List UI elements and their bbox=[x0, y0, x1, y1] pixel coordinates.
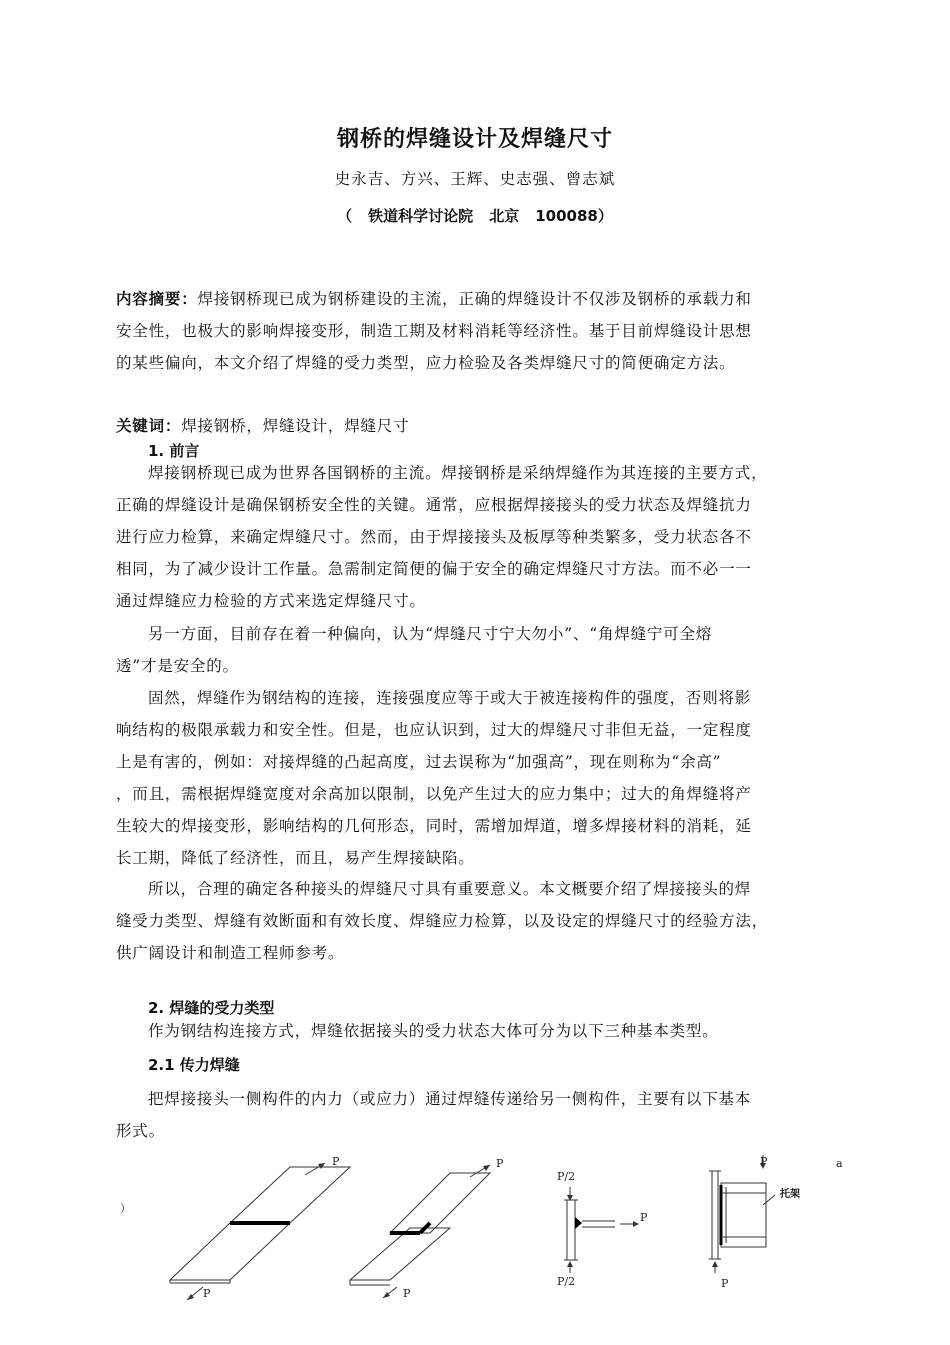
author-list: 史永吉、方兴、王辉、史志强、曾志斌 bbox=[334, 170, 616, 188]
tee-joint-load-right: P bbox=[640, 1211, 648, 1224]
weld-joint-figure bbox=[115, 1145, 855, 1345]
lap-joint-load-bottom: P bbox=[403, 1287, 411, 1300]
abstract-label: 内容摘要： bbox=[116, 290, 198, 308]
lap-joint-load-top: P bbox=[496, 1157, 504, 1170]
bracket-joint-diagram bbox=[709, 1155, 800, 1290]
butt-joint-diagram bbox=[170, 1155, 350, 1300]
bracket-label: 托架 bbox=[780, 1189, 800, 1200]
tee-joint-load-bottom: P/2 bbox=[557, 1275, 576, 1288]
butt-joint-load-bottom: P bbox=[203, 1287, 211, 1300]
tee-joint-diagram bbox=[557, 1170, 648, 1288]
abstract-line: 的某些偏向，本文介绍了焊缝的受力类型，应力检验及各类焊缝尺寸的简便确定方法。 bbox=[116, 354, 736, 372]
lap-joint-diagram bbox=[350, 1157, 504, 1300]
abstract-line: 安全性，也极大的影响焊接变形，制造工期及材料消耗等经济性。基于目前焊缝设计思想 bbox=[116, 322, 752, 340]
affiliation-city: 北京 bbox=[489, 207, 520, 225]
section-2-1-heading: 2.1 传力焊缝 bbox=[148, 1056, 240, 1074]
section-1-heading: 1. 前言 bbox=[148, 442, 200, 460]
affiliation bbox=[0, 205, 950, 226]
abstract-line: 内容摘要：焊接钢桥现已成为钢桥建设的主流，正确的焊缝设计不仅涉及钢桥的承载力和 bbox=[116, 290, 752, 308]
bracket-load-bottom: P bbox=[721, 1277, 729, 1290]
bracket-load-top: P bbox=[760, 1155, 768, 1168]
paper-title: 钢桥的焊缝设计及焊缝尺寸 bbox=[336, 127, 613, 152]
tee-joint-load-top: P/2 bbox=[557, 1170, 576, 1183]
affiliation-institute: 铁道科学讨论院 bbox=[368, 207, 474, 225]
affiliation-zip: 100088） bbox=[535, 207, 613, 225]
figure-label-a: a bbox=[836, 1157, 843, 1170]
affiliation-open: （ bbox=[337, 207, 353, 225]
section-2-heading: 2. 焊缝的受力类型 bbox=[148, 999, 275, 1017]
keywords-text: 焊接钢桥，焊缝设计，焊缝尺寸 bbox=[181, 417, 410, 435]
butt-joint-load-top: P bbox=[332, 1155, 340, 1168]
figure-paren-label: ） bbox=[120, 1202, 131, 1215]
keywords-label: 关键词： bbox=[116, 417, 182, 435]
